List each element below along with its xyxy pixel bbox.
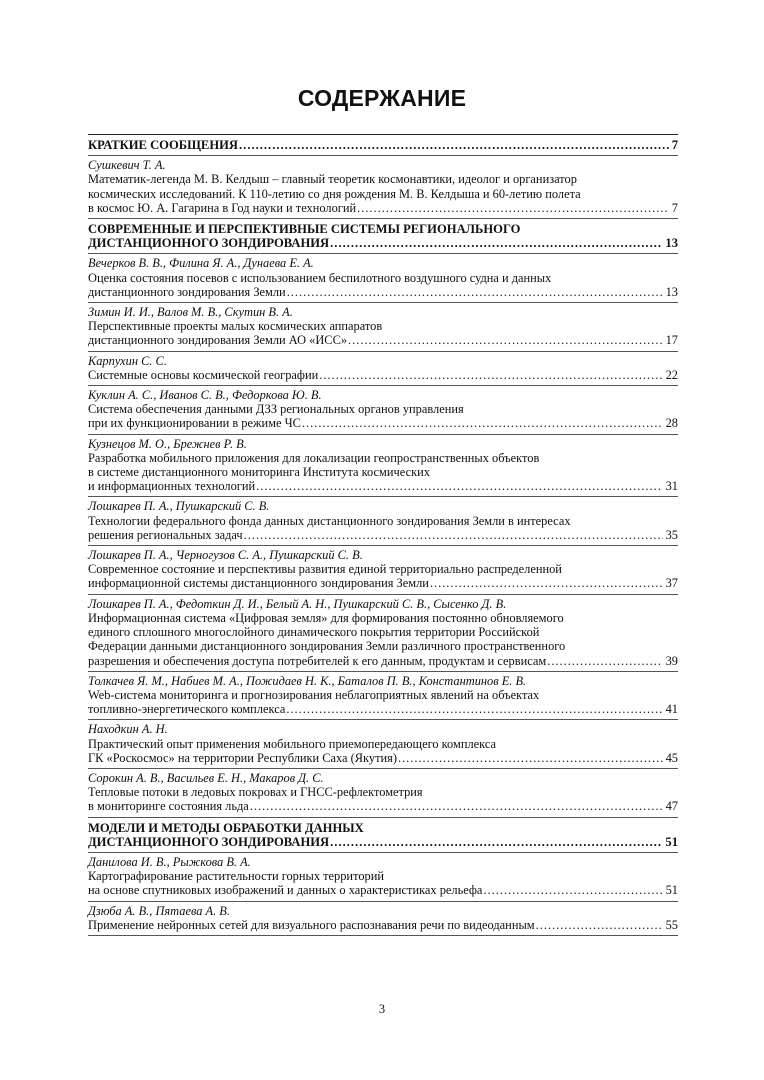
toc-entry [88, 352, 678, 385]
dot-leader [536, 918, 663, 932]
toc-page-number: 7 [671, 200, 678, 215]
toc-title-line: Применение нейронных сетей для визуального распознавания речи по видеоданным [88, 917, 535, 932]
toc-title-line: в системе дистанционного мониторинга Института космических [88, 465, 430, 480]
dot-leader [398, 751, 663, 765]
toc-entry [88, 720, 678, 768]
toc-entry [88, 902, 678, 935]
toc-title-line: Математик-легенда М. В. Келдыш – главный теоретик космонавтики, идеолог и организатор [88, 172, 577, 187]
toc-title-line: решения региональных задач [88, 527, 243, 542]
dot-leader [483, 883, 662, 897]
toc-leader-row [88, 702, 678, 716]
dot-leader [330, 236, 662, 250]
toc-title-line: Разработка мобильного приложения для локализации геопространственных объектов [88, 450, 540, 465]
toc-authors: Куклин А. С., Иванов С. В., Федоркова Ю. В. [88, 388, 322, 403]
toc-leader-row [88, 479, 678, 493]
dot-leader [319, 368, 662, 382]
toc-entry [88, 254, 678, 302]
toc-page-number: 13 [665, 284, 678, 299]
toc-title-line: космических исследований. К 110-летию со дня рождения М. В. Келдыша и 60-летию полета [88, 186, 581, 201]
toc-title-line: Оценка состояния посевов с использованием беспилотного воздушного судна и данных [88, 270, 552, 285]
toc-title-line: информационной системы дистанционного зондирования Земли [88, 576, 429, 591]
toc-entry [88, 435, 678, 497]
dot-leader [250, 799, 663, 813]
toc-entry [88, 303, 678, 351]
toc-title-line: в космос Ю. А. Гагарина в Год науки и технологий [88, 200, 357, 215]
toc-authors: Кузнецов М. О., Брежнев Р. В. [88, 436, 247, 451]
toc-leader-row [88, 883, 678, 897]
toc-page-number: 45 [665, 750, 678, 765]
toc-title-line: ГК «Роскосмос» на территории Республики Саха (Якутия) [88, 750, 397, 765]
toc-page-number: 13 [665, 236, 678, 251]
toc-page-number: 39 [665, 653, 678, 668]
page-title: СОДЕРЖАНИЕ [297, 85, 467, 111]
toc-authors: Лошкарев П. А., Черногузов С. А., Пушкарский С. В. [88, 548, 363, 563]
toc-authors: Карпухин С. С. [88, 353, 167, 368]
toc-entry [88, 672, 678, 720]
toc-leader-row [88, 654, 678, 668]
toc-authors: Дзюба А. В., Пятаева А. В. [88, 903, 230, 918]
dot-leader [357, 201, 669, 215]
toc-title-line: Картографирование растительности горных территорий [88, 869, 384, 884]
entry-separator [88, 935, 678, 936]
dot-leader [547, 654, 662, 668]
toc-title-line: ДИСТАНЦИОННОГО ЗОНДИРОВАНИЯ [88, 236, 330, 251]
toc-entry [88, 156, 678, 218]
page-number: 3 [378, 1002, 386, 1016]
toc-page-number: 47 [665, 799, 678, 814]
toc-title-line: Тепловые потоки в ледовых покровах и ГНСС-рефлектометрия [88, 785, 423, 800]
toc-authors: Сорокин А. В., Васильев Е. Н., Макаров Д. С. [88, 770, 324, 785]
toc-title-line: дистанционного зондирования Земли [88, 284, 286, 299]
toc-entry [88, 769, 678, 817]
toc-leader-row [88, 835, 678, 849]
dot-leader [302, 416, 663, 430]
dot-leader [286, 702, 662, 716]
toc-title-line: единого сплошного многослойного динамического покрытия территории Российской [88, 625, 540, 640]
toc-section [88, 818, 678, 852]
toc-entry [88, 497, 678, 545]
toc-leader-row [88, 236, 678, 250]
toc-title-line: КРАТКИЕ СООБЩЕНИЯ [88, 138, 239, 152]
dot-leader [256, 479, 662, 493]
toc-authors: Лошкарев П. А., Федоткин Д. И., Белый А. Н., Пушкарский С. В., Сысенко Д. В. [88, 596, 507, 611]
toc-title-line: МОДЕЛИ И МЕТОДЫ ОБРАБОТКИ ДАННЫХ [88, 820, 364, 835]
dot-leader [244, 528, 663, 542]
dot-leader [239, 138, 669, 152]
toc-title-line: на основе спутниковых изображений и данных о характеристиках рельефа [88, 883, 483, 898]
toc-leader-row [88, 333, 678, 347]
toc-title-line: Web-система мониторинга и прогнозирования неблагоприятных явлений на объектах [88, 687, 540, 702]
toc-title-line: топливно-энергетического комплекса [88, 702, 286, 717]
toc-title-line: Современное состояние и перспективы развития единой территориально распределенной [88, 562, 562, 577]
toc-entry [88, 595, 678, 671]
toc-authors: Лошкарев П. А., Пушкарский С. В. [88, 499, 270, 514]
toc-entry [88, 546, 678, 594]
toc-authors: Сушкевич Т. А. [88, 158, 166, 173]
toc-title-line: Системные основы космической географии [88, 367, 319, 382]
toc-page-number: 28 [665, 416, 678, 431]
toc-authors: Зимин И. И., Валов М. В., Скутин В. А. [88, 305, 293, 320]
toc-page-number: 37 [665, 576, 678, 591]
toc-title-line: Практический опыт применения мобильного приемопередающего комплекса [88, 736, 497, 751]
dot-leader [430, 576, 663, 590]
toc-leader-row [88, 201, 678, 215]
toc-leader-row [88, 576, 678, 590]
toc-leader-row [88, 751, 678, 765]
toc-page-number: 17 [665, 333, 678, 348]
table-of-contents [88, 134, 678, 936]
toc-page-number: 51 [665, 834, 678, 849]
toc-title-line: Система обеспечения данными ДЗЗ региональных органов управления [88, 402, 464, 417]
toc-authors: Вечерков В. В., Филина Я. А., Дунаева Е. А. [88, 256, 314, 271]
toc-leader-row [88, 138, 678, 152]
toc-title-line: Информационная система «Цифровая земля» для формирования постоянно обновляемого [88, 610, 564, 625]
toc-page-number: 31 [665, 479, 678, 494]
toc-page-number: 41 [665, 702, 678, 717]
toc-leader-row [88, 799, 678, 813]
toc-title-line: Перспективные проекты малых космических аппаратов [88, 319, 383, 334]
toc-leader-row [88, 368, 678, 382]
toc-leader-row [88, 416, 678, 430]
toc-title-line: при их функционировании в режиме ЧС [88, 416, 301, 431]
toc-title-line: Федерации данными дистанционного зондирования Земли различного пространственного [88, 639, 566, 654]
toc-authors: Толкачев Я. М., Набиев М. А., Пожидаев Н. К., Баталов П. В., Константинов Е. В. [88, 673, 527, 688]
toc-page-number: 7 [671, 138, 678, 152]
toc-section [88, 135, 678, 155]
toc-page-number: 22 [665, 367, 678, 382]
toc-leader-row [88, 285, 678, 299]
toc-authors: Находкин А. Н. [88, 722, 168, 737]
toc-leader-row [88, 918, 678, 932]
toc-entry [88, 853, 678, 901]
toc-page-number: 35 [665, 527, 678, 542]
toc-page-number: 55 [665, 917, 678, 932]
toc-page-number: 51 [665, 883, 678, 898]
toc-title-line: дистанционного зондирования Земли АО «ИСС» [88, 333, 348, 348]
toc-title-line: ДИСТАНЦИОННОГО ЗОНДИРОВАНИЯ [88, 834, 330, 849]
toc-section [88, 219, 678, 253]
toc-title-line: в мониторинге состояния льда [88, 799, 249, 814]
toc-title-line: разрешения и обеспечения доступа потребителей к его данным, продуктам и сервисам [88, 653, 547, 668]
toc-leader-row [88, 528, 678, 542]
toc-title-line: СОВРЕМЕННЫЕ И ПЕРСПЕКТИВНЫЕ СИСТЕМЫ РЕГИОНАЛЬНОГО [88, 222, 521, 237]
toc-authors: Данилова И. В., Рыжкова В. А. [88, 854, 251, 869]
dot-leader [330, 835, 662, 849]
toc-title-line: и информационных технологий [88, 479, 256, 494]
dot-leader [348, 333, 663, 347]
dot-leader [287, 285, 663, 299]
toc-title-line: Технологии федерального фонда данных дистанционного зондирования Земли в интересах [88, 513, 571, 528]
toc-entry [88, 386, 678, 434]
